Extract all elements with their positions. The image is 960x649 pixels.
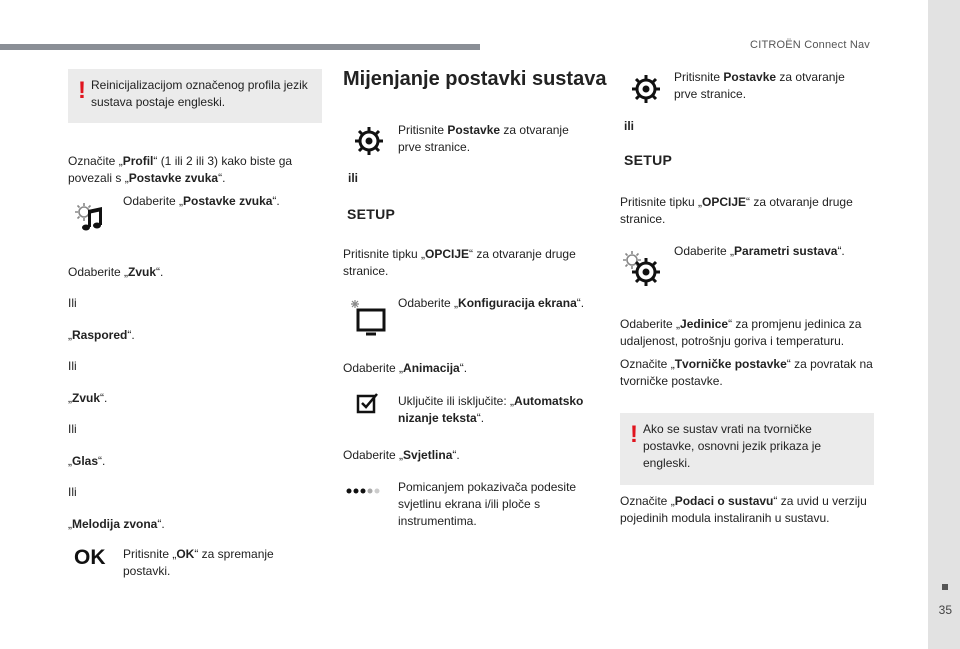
gear-icon	[631, 74, 661, 104]
double-gear-icon	[621, 248, 663, 288]
select-system-params: Odaberite „Parametri sustava“.	[674, 244, 845, 258]
ili-3: Ili	[68, 422, 77, 436]
setup-button-label-right: SETUP	[624, 152, 673, 168]
option-melodija: „Melodija zvona“.	[68, 517, 165, 531]
page-edge-band	[928, 0, 960, 649]
ili-1: Ili	[68, 296, 77, 310]
warning-icon: !	[78, 77, 86, 104]
ok-button-label: OK	[74, 546, 106, 569]
brightness-slider-icon	[345, 486, 385, 496]
press-opcije-middle: Pritisnite tipku „OPCIJE“ za otvaranje druge stranice.	[343, 247, 576, 278]
ili-2: Ili	[68, 359, 77, 373]
select-zvuk: Odaberite „Zvuk“.	[68, 265, 164, 279]
ili-middle: ili	[348, 171, 359, 185]
slider-instruction: Pomicanjem pokazivača podesite svjetlinu ekrana i/ili ploče s instrumentima.	[398, 480, 577, 528]
select-screen-config: Odaberite „Konfiguracija ekrana“.	[398, 296, 585, 310]
press-opcije-right: Pritisnite tipku „OPCIJE“ za otvaranje druge stranice.	[620, 195, 853, 226]
music-note-icon	[72, 200, 108, 236]
toggle-auto-text: Uključite ili isključite: „Automatsko nizanje teksta“.	[398, 394, 584, 425]
system-info-paragraph: Označite „Podaci o sustavu“ za uvid u verziju pojedinih modula instaliranih u sustavu.	[620, 494, 867, 525]
warning-note-right	[620, 413, 874, 485]
section-title: Mijenjanje postavki sustava	[343, 68, 607, 90]
ok-instruction: Pritisnite „OK“ za spremanje postavki.	[123, 547, 274, 578]
option-zvuk: „Zvuk“.	[68, 391, 108, 405]
top-bar	[0, 44, 480, 50]
option-raspored: „Raspored“.	[68, 328, 135, 342]
header-title: CITROËN Connect Nav	[750, 39, 870, 51]
page-number: 35	[938, 603, 952, 617]
select-brightness: Odaberite „Svjetlina“.	[343, 448, 460, 462]
gear-icon	[354, 126, 384, 156]
press-settings-middle: Pritisnite Postavke za otvaranje prve stranice.	[398, 123, 569, 154]
warning-icon: !	[630, 421, 638, 448]
ili-right: ili	[624, 119, 635, 133]
select-animation: Odaberite „Animacija“.	[343, 361, 468, 375]
screen-brightness-icon	[344, 298, 388, 338]
factory-settings-paragraph: Označite „Tvorničke postavke“ za povratak na tvorničke postavke.	[620, 357, 873, 388]
profile-paragraph: Označite „Profil“ (1 ili 2 ili 3) kako biste ga povezali s „Postavke zvuka“.	[68, 154, 293, 185]
option-glas: „Glas“.	[68, 454, 106, 468]
warning-note	[68, 69, 322, 123]
select-sound-settings: Odaberite „Postavke zvuka“.	[123, 194, 280, 208]
checkbox-icon	[356, 392, 380, 414]
ili-4: Ili	[68, 485, 77, 499]
setup-button-label: SETUP	[347, 206, 396, 222]
warning-note-right-text: Ako se sustav vrati na tvorničke postavke, osnovni jezik prikaza je engleski.	[643, 422, 822, 470]
press-settings-right: Pritisnite Postavke za otvaranje prve stranice.	[674, 70, 845, 101]
select-units: Odaberite „Jedinice“ za promjenu jedinica za udaljenost, potrošnju goriva i temperaturu.	[620, 317, 862, 348]
page-marker	[942, 584, 948, 590]
warning-note-text: Reinicijalizacijom označenog profila jezik sustava postaje engleski.	[91, 78, 308, 109]
